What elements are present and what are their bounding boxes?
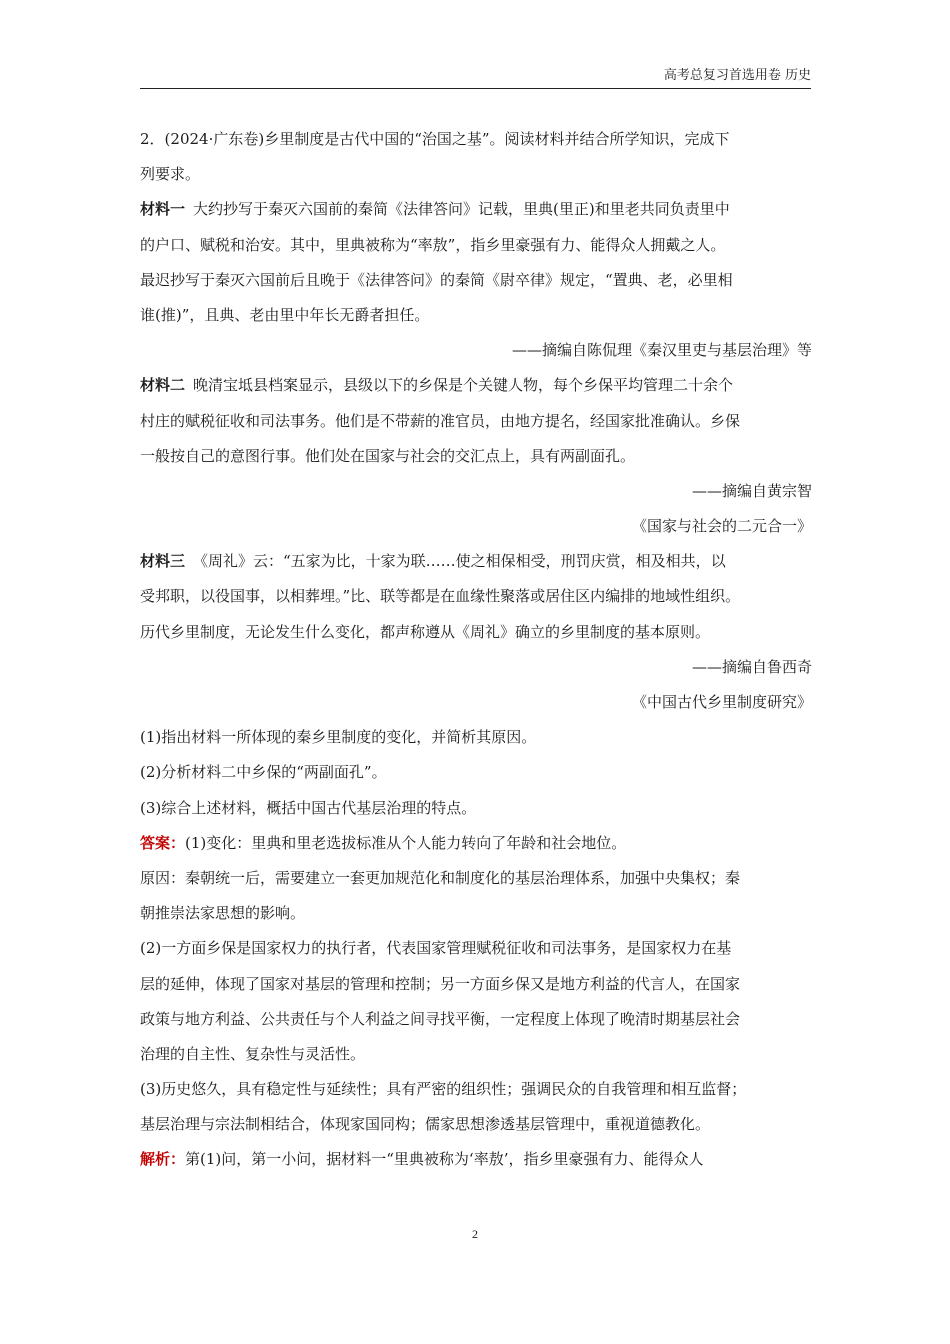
material-3-line: 受邦职，以役国事，以相葬埋。”比、联等都是在血缘性聚落或居住区内编排的地域性组织。 bbox=[140, 587, 741, 606]
header-text: 高考总复习首选用卷 历史 bbox=[663, 68, 811, 83]
material-2-line: 一般按自己的意图行事。他们处在国家与社会的交汇点上，具有两副面孔。 bbox=[140, 446, 636, 465]
material-2-line: 村庄的赋税征收和司法事务。他们是不带薪的准官员，由地方提名，经国家批准确认。乡保 bbox=[140, 411, 741, 430]
answer-line: 层的延伸，体现了国家对基层的管理和控制；另一方面乡保又是地方利益的代言人，在国家 bbox=[140, 974, 741, 993]
material-1-text: 大约抄写于秦灭六国前的秦简《法律答问》记载，里典(里正)和里老共同负责里中 bbox=[193, 200, 730, 219]
material-1-line bbox=[140, 192, 812, 227]
analysis-line bbox=[140, 1142, 812, 1177]
material-1-label: 材料一 bbox=[140, 200, 186, 219]
answer-line: 政策与地方利益、公共责任与个人利益之间寻找平衡，一定程度上体现了晚清时期基层社会 bbox=[140, 1009, 741, 1028]
material-3-line: 历代乡里制度，无论发生什么变化，都声称遵从《周礼》确立的乡里制度的基本原则。 bbox=[140, 622, 711, 641]
answer-line: 基层治理与宗法制相结合，体现家国同构；儒家思想渗透基层管理中，重视道德教化。 bbox=[140, 1115, 711, 1134]
material-2-source: 《国家与社会的二元合一》 bbox=[631, 517, 812, 536]
analysis-label: 解析： bbox=[140, 1150, 186, 1169]
material-3-source: 《中国古代乡里制度研究》 bbox=[631, 693, 812, 711]
answer-line: 原因：秦朝统一后，需要建立一套更加规范化和制度化的基层治理体系，加强中央集权；秦 bbox=[140, 868, 741, 887]
material-1-source: ——摘编自陈侃理《秦汉里吏与基层治理》等 bbox=[511, 341, 812, 360]
answer-line bbox=[140, 826, 812, 861]
task-item: (1)指出材料一所体现的秦乡里制度的变化，并简析其原因。 bbox=[140, 728, 537, 747]
question-intro-line: 2．(2024·广东卷)乡里制度是古代中国的“治国之基”。阅读材料并结合所学知识，完成下 bbox=[140, 130, 730, 148]
task-item: (3)综合上述材料，概括中国古代基层治理的特点。 bbox=[140, 798, 477, 817]
question-intro-line: 列要求。 bbox=[140, 165, 201, 184]
material-2-text: 晚清宝坻县档案显示，县级以下的乡保是个关键人物，每个乡保平均管理二十余个 bbox=[193, 376, 734, 395]
answer-line: 治理的自主性、复杂性与灵活性。 bbox=[140, 1044, 366, 1063]
material-2-line bbox=[140, 368, 812, 403]
task-item: (2)分析材料二中乡保的“两副面孔”。 bbox=[140, 763, 387, 782]
material-3-text: 《周礼》云：“五家为比，十家为联……使之相保相受，刑罚庆赏，相及相共，以 bbox=[193, 552, 726, 571]
material-3-line bbox=[140, 544, 812, 579]
answer-line: 朝推崇法家思想的影响。 bbox=[140, 904, 306, 923]
page-header bbox=[140, 68, 811, 89]
question-content bbox=[140, 122, 812, 1178]
material-1-line: 谁(推)”，且典、老由里中年长无爵者担任。 bbox=[140, 305, 430, 324]
material-1-line: 的户口、赋税和治安。其中，里典被称为“率敖”，指乡里豪强有力、能得众人拥戴之人。 bbox=[140, 235, 726, 254]
answer-label: 答案： bbox=[140, 833, 186, 852]
analysis-text: 第(1)问，第一小问，据材料一“里典被称为‘率敖’，指乡里豪强有力、能得众人 bbox=[185, 1150, 704, 1169]
material-2-source: ——摘编自黄宗智 bbox=[691, 481, 812, 500]
answer-line: (3)历史悠久，具有稳定性与延续性；具有严密的组织性；强调民众的自我管理和相互监督； bbox=[140, 1080, 747, 1099]
material-3-source: ——摘编自鲁西奇 bbox=[691, 657, 812, 676]
page-number: 2 bbox=[472, 1227, 478, 1241]
answer-line: (2)一方面乡保是国家权力的执行者，代表国家管理赋税征收和司法事务，是国家权力在基 bbox=[140, 939, 732, 958]
material-1-line: 最迟抄写于秦灭六国前后且晚于《法律答问》的秦简《尉卒律》规定，“置典、老，必里相 bbox=[140, 270, 733, 289]
material-3-label: 材料三 bbox=[140, 552, 186, 571]
answer-text: (1)变化：里典和里老选拔标准从个人能力转向了年龄和社会地位。 bbox=[185, 833, 627, 852]
material-2-label: 材料二 bbox=[140, 376, 186, 395]
